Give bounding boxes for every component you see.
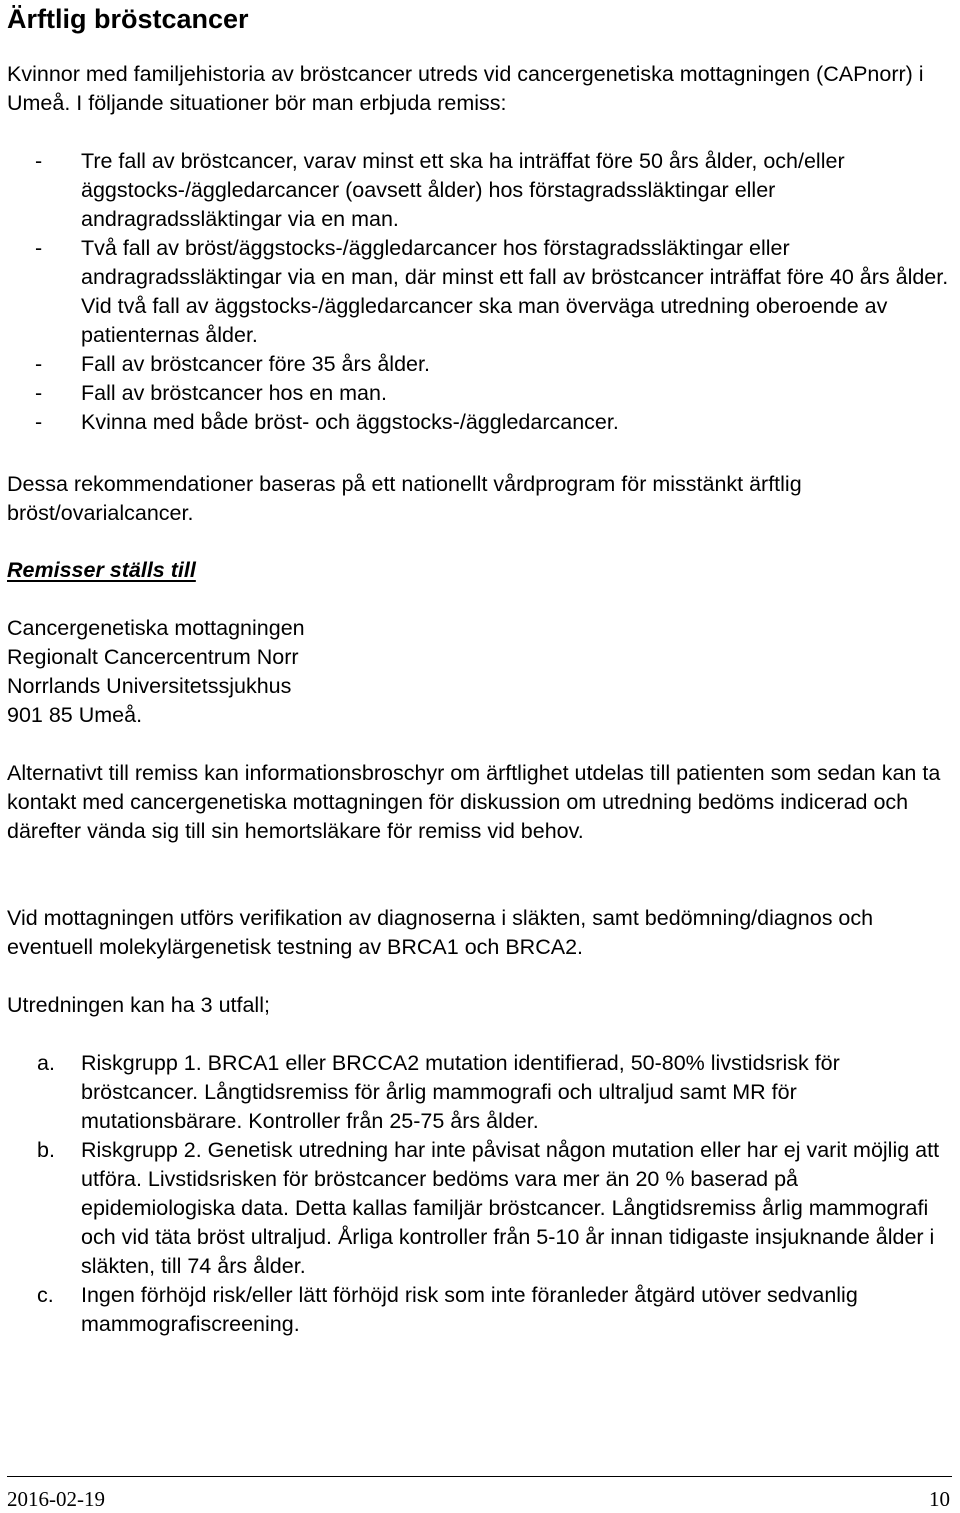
referral-heading [7, 556, 952, 585]
list-item [7, 350, 952, 379]
list-marker: - [35, 352, 43, 376]
list-marker: - [35, 381, 43, 405]
address-line: Norrlands Universitetssjukhus [7, 674, 292, 698]
address-line: 901 85 Umeå. [7, 703, 143, 727]
list-item [7, 1136, 952, 1281]
list-marker: c. [37, 1283, 54, 1307]
list-item-text: Två fall av bröst/äggstocks-/äggledarcancer hos förstagradssläktingar eller andragradssläktingar via en man, där minst ett fall av bröstcancer inträffat före 40 års ålder. Vid två fall av äggstocks-/äggledarcancer ska man överväga utredning oberoende av patienternas ålder. [81, 236, 949, 347]
list-item [7, 234, 952, 350]
list-marker: a. [37, 1051, 55, 1075]
list-item [7, 1281, 952, 1339]
list-marker: - [35, 236, 43, 260]
list-marker: b. [37, 1138, 55, 1162]
list-item-text: Fall av bröstcancer hos en man. [81, 381, 387, 405]
list-marker: - [35, 410, 43, 434]
list-item [7, 379, 952, 408]
intro-paragraph: Kvinnor med familjehistoria av bröstcancer utreds vid cancergenetiska mottagningen (CAPnorr) i Umeå. I följande situationer bör man erbjuda remiss: [7, 62, 924, 115]
list-item [7, 408, 952, 437]
referral-criteria-list [7, 147, 952, 437]
address-line: Regionalt Cancercentrum Norr [7, 645, 299, 669]
verification-paragraph: Vid mottagningen utförs verifikation av diagnoserna i släkten, samt bedömning/diagnos och eventuell molekylärgenetisk testning av BRCA1 och BRCA2. [7, 906, 874, 959]
alternative-paragraph: Alternativt till remiss kan informationsbroschyr om ärftlighet utdelas till patienten som sedan kan ta kontakt med cancergenetiska mottagningen för diskussion om utredning bedöms indicerad och därefter vända sig till sin hemortsläkare för remiss vid behov. [7, 761, 941, 843]
list-item-text: Ingen förhöjd risk/eller lätt förhöjd risk som inte föranleder åtgärd utöver sedvanlig mammografiscreening. [81, 1283, 858, 1336]
footer-divider [7, 1476, 952, 1477]
list-item-text: Fall av bröstcancer före 35 års ålder. [81, 352, 430, 376]
list-marker: - [35, 149, 43, 173]
footer-date: 2016-02-19 [7, 1487, 105, 1511]
list-item-text: Tre fall av bröstcancer, varav minst ett ska ha inträffat före 50 års ålder, och/eller äggstocks-/äggledarcancer (oavsett ålder) hos förstagradssläktingar eller andragradssläktingar via en man. [81, 149, 845, 231]
referral-heading-text: Remisser ställs till [7, 558, 196, 582]
page-number: 10 [929, 1487, 950, 1511]
recommendation-basis-paragraph: Dessa rekommendationer baseras på ett nationellt vårdprogram för misstänkt ärftlig bröst/ovarialcancer. [7, 472, 802, 525]
address-line: Cancergenetiska mottagningen [7, 616, 305, 640]
referral-address [7, 614, 952, 730]
list-item [7, 147, 952, 234]
outcomes-intro: Utredningen kan ha 3 utfall; [7, 993, 270, 1017]
outcomes-list [7, 1049, 952, 1339]
list-item [7, 1049, 952, 1136]
list-item-text: Riskgrupp 1. BRCA1 eller BRCCA2 mutation identifierad, 50-80% livstidsrisk för bröstcancer. Långtidsremiss för årlig mammografi och ultraljud samt MR för mutationsbärare. Kontroller från 25-75 års ålder. [81, 1051, 840, 1133]
list-item-text: Kvinna med både bröst- och äggstocks-/äggledarcancer. [81, 410, 619, 434]
page-title: Ärftlig bröstcancer [7, 4, 249, 34]
list-item-text: Riskgrupp 2. Genetisk utredning har inte påvisat någon mutation eller har ej varit möjlig att utföra. Livstidsrisken för bröstcancer bedöms vara mer än 20 % baserad på epidemiologiska data. Detta kallas familjär bröstcancer. Långtidsremiss årlig mammografi och vid täta bröst ultraljud. Årliga kontroller från 5-10 år innan tidigaste insjuknande ålder i släkten, till 74 års ålder. [81, 1138, 940, 1278]
